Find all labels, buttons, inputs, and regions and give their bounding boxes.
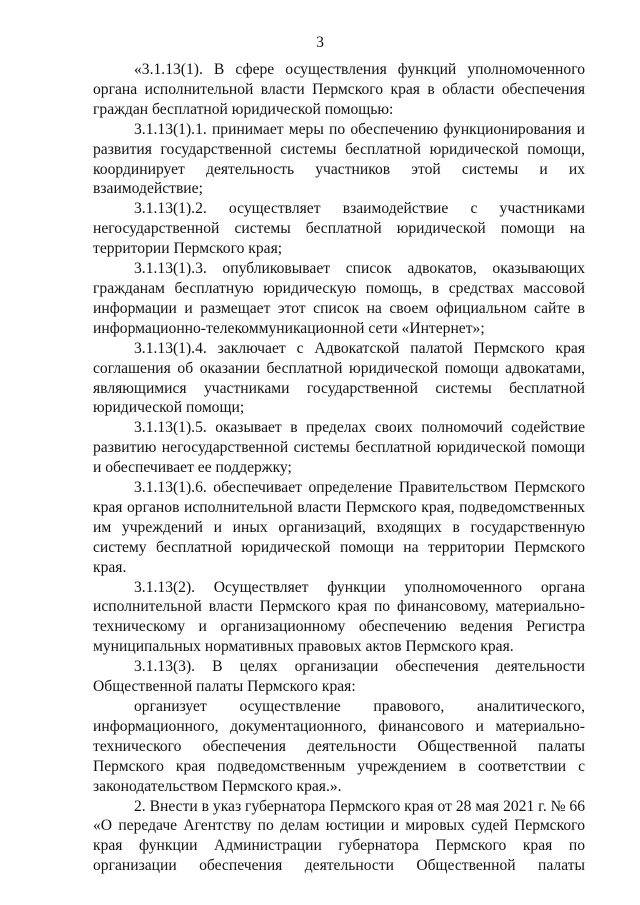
paragraph-3-1-13-3: 3.1.13(3). В целях организации обеспечения деятельности Общественной палаты Пермского края:	[93, 658, 585, 696]
paragraph-3-1-13-1: «3.1.13(1). В сфере осуществления функций уполномоченного органа исполнительной власти Пермского края в области обеспечения граждан бесплатной юридической помощью:	[93, 61, 585, 118]
paragraph-3-1-13-1-2: 3.1.13(1).2. осуществляет взаимодействие с участниками негосударственной системы бесплатной юридической помощи на территории Пермского края;	[93, 200, 585, 258]
paragraph-organizes: организует осуществление правового, аналитического, информационного, документационного, финансового и материально-технического обеспечения деятельности Общественной палаты Пермского края подведомственным учреждением в соответствии с законодательством Пермского края.».	[93, 698, 585, 795]
paragraph-item-2: 2. Внести в указ губернатора Пермского края от 28 мая 2021 г. № 66 «О передаче Агентству по делам юстиции и мировых судей Пермского края функции Администрации губернатора Пермского края по организации обеспечения деятельности Общественной палаты	[93, 797, 585, 875]
paragraph-3-1-13-1-5: 3.1.13(1).5. оказывает в пределах своих полномочий содействие развитию негосударственной системы бесплатной юридической помощи и обеспечивает ее поддержку;	[93, 419, 585, 477]
paragraph-3-1-13-2: 3.1.13(2). Осуществляет функции уполномоченного органа исполнительной власти Пермского края по финансовому, материально-техническому и организационному обеспечению ведения Регистра муниципальных нормативных правовых актов Пермского края.	[93, 578, 585, 656]
paragraph-3-1-13-1-6: 3.1.13(1).6. обеспечивает определение Правительством Пермского края органов исполнительной власти Пермского края, подведомственных им учреждений и иных организаций, входящих в государственную систему бесплатной юридической помощи на территории Пермского края.	[93, 479, 585, 576]
document-body	[93, 60, 585, 876]
page-number: 3	[316, 34, 324, 51]
paragraph-3-1-13-1-1: 3.1.13(1).1. принимает меры по обеспечению функционирования и развития государственной системы бесплатной юридической помощи, координирует деятельность участников этой системы и их взаимодействие;	[93, 120, 585, 198]
paragraph-3-1-13-1-3: 3.1.13(1).3. опубликовывает список адвокатов, оказывающих гражданам бесплатную юридическую помощь, в средствах массовой информации и размещает этот список на своем официальном сайте в информационно-телекоммуникационной сети «Интернет»;	[93, 260, 585, 337]
paragraph-3-1-13-1-4: 3.1.13(1).4. заключает с Адвокатской палатой Пермского края соглашения об оказании бесплатной юридической помощи адвокатами, являющимися участниками государственной системы бесплатной юридической помощи;	[93, 339, 585, 417]
